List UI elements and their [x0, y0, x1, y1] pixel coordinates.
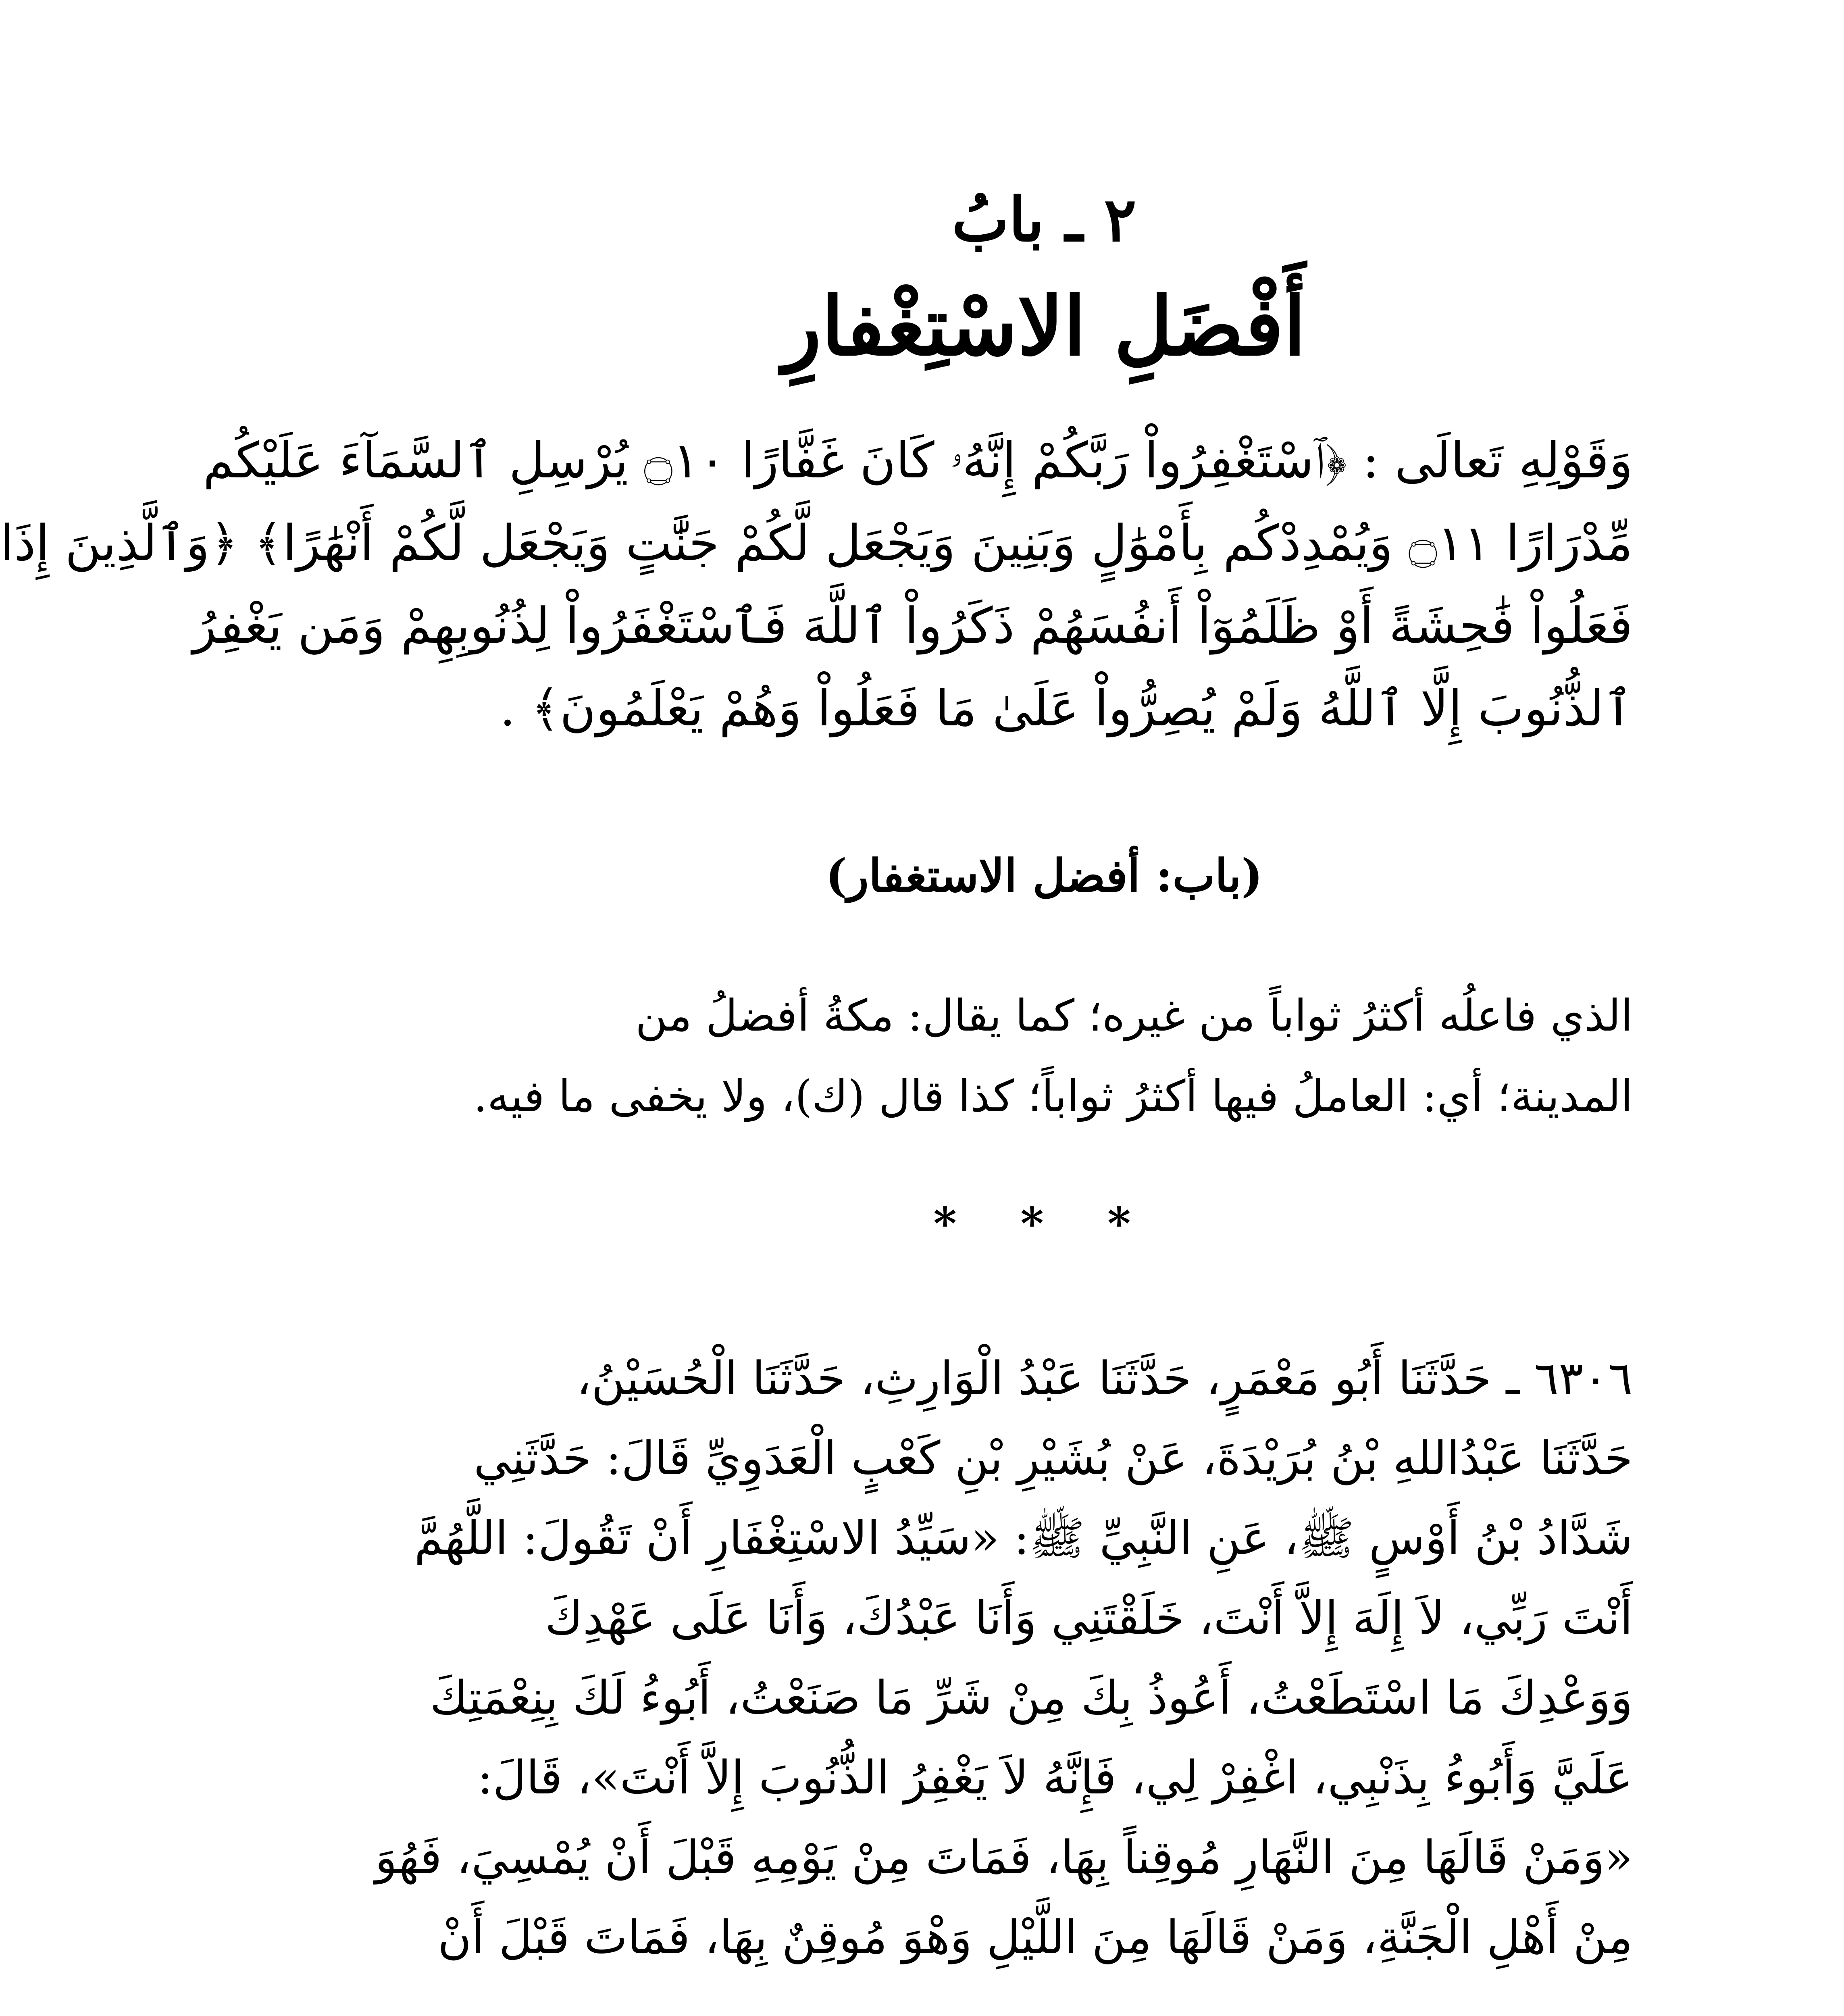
quran-line: وَقَوْلِهِ تَعالَى : ﴿ٱسْتَغْفِرُواْ رَبَّكُمْ إِنَّهُۥ كَانَ غَفَّارًا ۝١٠ يُرْسِلِ ٱلسَّمَآءَ عَلَيْكُم	[203, 432, 1633, 489]
chapter-title: أَفْضَلِ الاسْتِغْفارِ	[782, 279, 1306, 374]
hadith-line: مِنْ أَهْلِ الْجَنَّةِ، وَمَنْ قَالَهَا مِنَ اللَّيْلِ وَهْوَ مُوقِنٌ بِهَا، فَمَاتَ قَبْلَ أَنْ	[437, 1910, 1633, 1964]
commentary-heading: (باب: أفضل الاستغفار)	[825, 850, 1263, 902]
commentary-paragraph	[456, 976, 1633, 1137]
quran-line: فَعَلُواْ فَٰحِشَةً أَوْ ظَلَمُوٓاْ أَنفُسَهُمْ ذَكَرُواْ ٱللَّهَ فَٱسْتَغْفَرُواْ لِذُنُوبِهِمْ وَمَن يَغْفِرُ	[192, 597, 1633, 654]
chapter-number: ٢ ـ بابُ	[952, 184, 1136, 255]
hadith-line: «وَمَنْ قَالَهَا مِنَ النَّهَارِ مُوقِناً بِهَا، فَمَاتَ مِنْ يَوْمِهِ قَبْلَ أَنْ يُمْسِيَ، فَهُوَ	[375, 1831, 1633, 1884]
hadith-line: حَدَّثَنَا عَبْدُاللهِ بْنُ بُرَيْدَةَ، عَنْ بُشَيْرِ بْنِ كَعْبٍ الْعَدَوِيِّ قَالَ: حَدَّثَنِي	[474, 1431, 1633, 1485]
quran-line: ٱلذُّنُوبَ إِلَّا ٱللَّهُ وَلَمْ يُصِرُّواْ عَلَىٰ مَا فَعَلُواْ وَهُمْ يَعْلَمُونَ﴾ .	[500, 680, 1633, 737]
hadith-line: أَنْتَ رَبِّي، لاَ إِلَهَ إِلاَّ أَنْتَ، خَلَقْتَنِي وَأَنَا عَبْدُكَ، وَأَنَا عَلَى عَهْدِكَ	[545, 1591, 1633, 1645]
section-separator: * * *	[933, 1198, 1155, 1250]
commentary-line: الذي فاعلُه أكثرُ ثواباً من غيره؛ كما يقال: مكةُ أفضلُ من	[635, 991, 1633, 1041]
commentary-line: المدينة؛ أي: العاملُ فيها أكثرُ ثواباً؛ كذا قال (ك)، ولا يخفى ما فيه.	[473, 1071, 1633, 1122]
hadith-line: ٦٣٠٦ ـ حَدَّثَنَا أَبُو مَعْمَرٍ، حَدَّثَنَا عَبْدُ الْوَارِثِ، حَدَّثَنَا الْحُسَيْنُ،	[577, 1352, 1633, 1405]
hadith-line: عَلَيَّ وَأَبُوءُ بِذَنْبِي، اغْفِرْ لِي، فَإِنَّهُ لاَ يَغْفِرُ الذُّنُوبَ إِلاَّ أَنْتَ»، قَالَ:	[477, 1751, 1633, 1804]
quran-line: مِّدْرَارًا ۝١١ وَيُمْدِدْكُم بِأَمْوَٰلٍ وَبَنِينَ وَيَجْعَل لَّكُمْ جَنَّٰتٍ وَيَجْعَل لَّكُمْ أَنْهَٰرًا﴾ ﴿وَٱلَّذِينَ إِذَا	[0, 514, 1633, 572]
quran-verses	[0, 419, 1633, 750]
hadith-text	[375, 1339, 1633, 1977]
hadith-line: شَدَّادُ بْنُ أَوْسٍ ﷺ، عَنِ النَّبِيِّ ﷺ: «سَيِّدُ الاسْتِغْفَارِ أَنْ تَقُولَ: اللَّهُمَّ	[414, 1511, 1633, 1565]
hadith-line: وَوَعْدِكَ مَا اسْتَطَعْتُ، أَعُوذُ بِكَ مِنْ شَرِّ مَا صَنَعْتُ، أَبُوءُ لَكَ بِنِعْمَتِكَ	[430, 1671, 1633, 1724]
